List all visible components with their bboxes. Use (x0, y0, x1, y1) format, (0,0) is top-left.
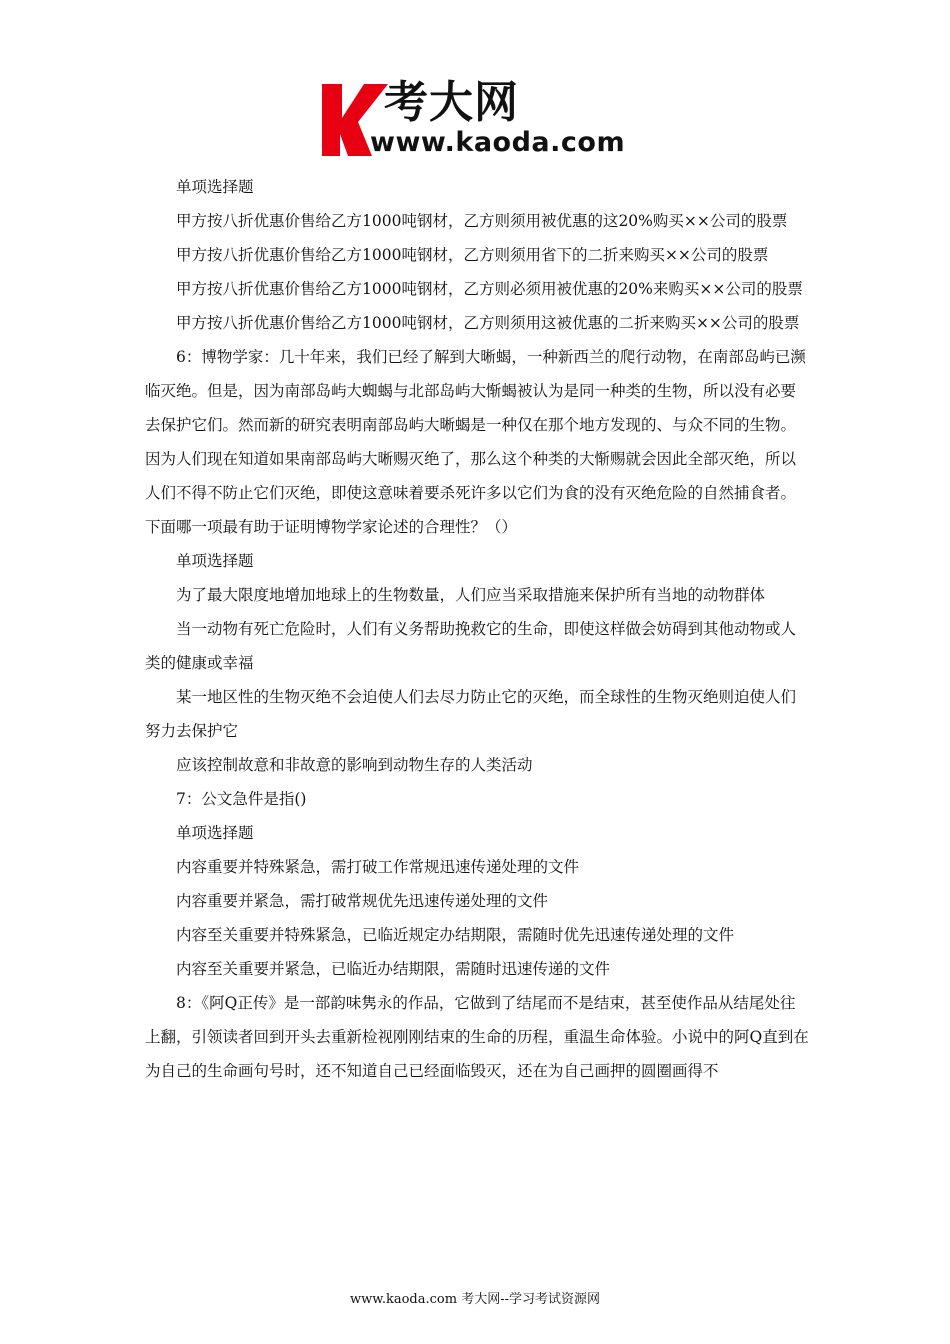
option-text: 甲方按八折优惠价售给乙方1000吨钢材，乙方则必须用被优惠的20%来购买××公司的股票 (176, 280, 803, 298)
option-text: 为了最大限度地增加地球上的生物数量，人们应当采取措施来保护所有当地的动物群体 (176, 586, 766, 604)
question-8-text: 8：《阿Q正传》是一部韵味隽永的作品，它做到了结尾而不是结束，甚至使作品从结尾处往上翻，引领读者回到开头去重新检视刚刚结束的生命的历程，重温生命体验。小说中的阿Q直到在为自己的生命画句号时，还不知道自己已经面临毁灭，还在为自己画押的圆圈画得不 (145, 994, 809, 1080)
option-text: 内容重要并特殊紧急，需打破工作常规迅速传递处理的文件 (176, 858, 580, 876)
question-6-text: 6：博物学家：几十年来，我们已经了解到大晰蝎，一种新西兰的爬行动物，在南部岛屿已濒临灭绝。但是，因为南部岛屿大蜘蝎与北部岛屿大惭蝎被认为是同一种类的生物，所以没有必要去保护它们。然而新的研究表明南部岛屿大晰蝎是一种仅在那个地方发现的、与众不同的生物。因为人们现在知道如果南部岛屿大晰赐灭绝了，那么这个种类的大惭赐就会因此全部灭绝，所以人们不得不防止它们灭绝，即使这意味着要杀死许多以它们为食的没有灭绝危险的自然捕食者。下面哪一项最有助于证明博物学家论述的合理性？（） (145, 348, 806, 536)
site-logo (318, 78, 638, 160)
logo-url: www.kaoda.com (370, 127, 626, 158)
question-type-label: 单项选择题 (176, 178, 254, 196)
logo-title: 考大网 (384, 77, 519, 128)
option-text: 内容至关重要并紧急，已临近办结期限，需随时迅速传递的文件 (176, 960, 611, 978)
option-text: 当一动物有死亡危险时，人们有义务帮助挽救它的生命，即使这样做会妨碍到其他动物或人类的健康或幸福 (145, 620, 797, 672)
option-text: 内容至关重要并特殊紧急，已临近规定办结期限，需随时优先迅速传递处理的文件 (176, 926, 735, 944)
document-body (145, 170, 809, 1088)
option-text: 甲方按八折优惠价售给乙方1000吨钢材，乙方则须用这被优惠的二折来购买××公司的股票 (176, 314, 800, 332)
question-7-text: 7：公文急件是指() (176, 790, 307, 808)
page-footer: www.kaoda.com 考大网--学习考试资源网 (350, 1292, 600, 1307)
question-type-label: 单项选择题 (176, 552, 254, 570)
option-text: 甲方按八折优惠价售给乙方1000吨钢材，乙方则须用被优惠的这20%购买××公司的股票 (176, 212, 788, 230)
question-type-label: 单项选择题 (176, 824, 254, 842)
option-text: 内容重要并紧急，需打破常规优先迅速传递处理的文件 (176, 892, 549, 910)
option-text: 某一地区性的生物灭绝不会迫使人们去尽力防止它的灭绝，而全球性的生物灭绝则迫使人们努力去保护它 (145, 688, 797, 740)
option-text: 应该控制故意和非故意的影响到动物生存的人类活动 (176, 756, 533, 774)
option-text: 甲方按八折优惠价售给乙方1000吨钢材，乙方则须用省下的二折来购买××公司的股票 (176, 246, 769, 264)
